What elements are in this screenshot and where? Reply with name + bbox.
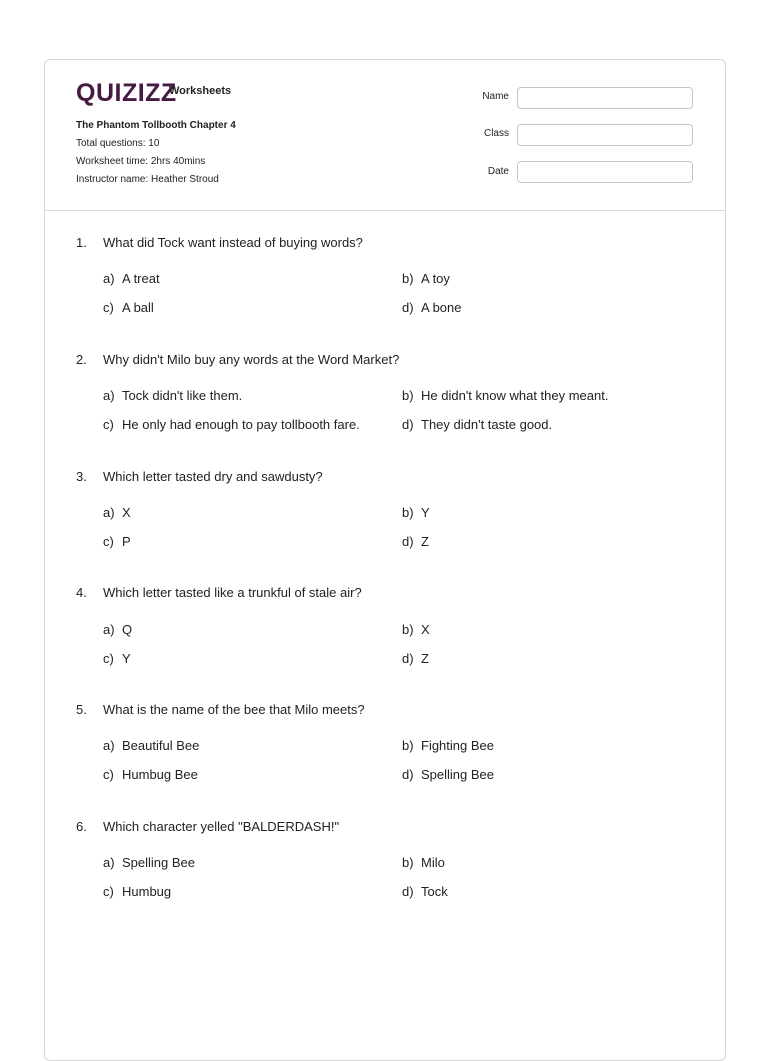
option-a: a) Beautiful Bee [103,738,200,753]
name-label: Name [482,91,509,102]
option-d: d) Tock [402,884,448,899]
option-a: a) Tock didn't like them. [103,388,243,403]
total-questions: Total questions: 10 [76,138,160,149]
question-number: 2. [76,352,87,367]
worksheet-page [44,59,726,1061]
worksheet-time: Worksheet time: 2hrs 40mins [76,156,206,167]
class-label: Class [483,128,509,139]
option-c: c) He only had enough to pay tollbooth fare. [103,417,360,432]
question-number: 6. [76,819,87,834]
option-b: b) X [402,622,430,637]
name-field[interactable] [517,87,693,109]
instructor-name: Instructor name: Heather Stroud [76,174,219,185]
option-c: c) Humbug [103,884,172,899]
question-text: Which character yelled "BALDERDASH!" [103,819,340,834]
question-text: Why didn't Milo buy any words at the Word Market? [103,352,400,367]
question-text: Which letter tasted like a trunkful of stale air? [103,585,362,600]
option-b: b) Fighting Bee [402,738,494,753]
option-b: b) He didn't know what they meant. [402,388,609,403]
logo-subtitle: Worksheets [169,85,232,97]
quizizz-logo: QUIZIZZ [76,79,177,107]
option-a: a) Q [103,622,133,637]
worksheet-header [45,60,725,211]
option-b: b) Y [402,505,430,520]
option-c: c) Humbug Bee [103,767,198,782]
question-text: Which letter tasted dry and sawdusty? [103,469,323,484]
question-number: 5. [76,702,87,717]
question-text: What did Tock want instead of buying words? [103,235,363,250]
option-c: c) Y [103,651,131,666]
option-b: b) A toy [402,271,450,286]
option-a: a) Spelling Bee [103,855,195,870]
option-d: d) They didn't taste good. [402,417,553,432]
question-number: 4. [76,585,87,600]
date-label: Date [487,166,509,177]
option-d: d) Z [402,534,429,549]
question-number: 1. [76,235,87,250]
option-b: b) Milo [402,855,445,870]
question-text: What is the name of the bee that Milo meets? [103,702,365,717]
class-field[interactable] [517,124,693,146]
question-number: 3. [76,469,87,484]
date-field[interactable] [517,161,693,183]
option-d: d) Spelling Bee [402,767,494,782]
option-d: d) Z [402,651,429,666]
option-a: a) A treat [103,271,160,286]
option-c: c) A ball [103,300,154,315]
worksheet-title: The Phantom Tollbooth Chapter 4 [76,120,236,131]
option-d: d) A bone [402,300,462,315]
option-c: c) P [103,534,131,549]
option-a: a) X [103,505,131,520]
